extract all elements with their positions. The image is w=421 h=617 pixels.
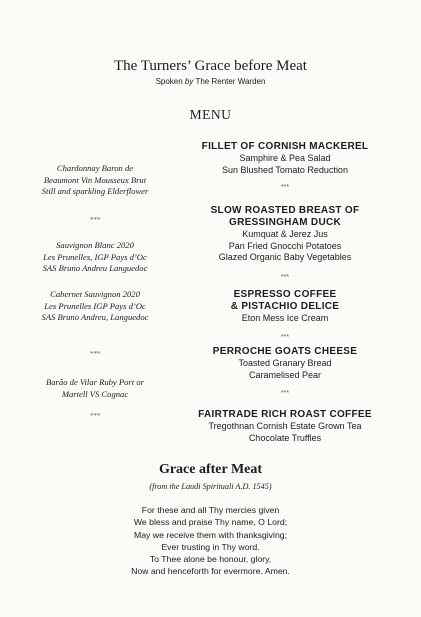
grace-line: To Thee alone be honour, glory, <box>149 554 272 565</box>
grace-line: We bless and praise Thy name, O Lord; <box>133 517 288 528</box>
grace-line: May we receive them with thanksgiving; <box>133 529 288 540</box>
wine-pairing-4: Barão de Vilar Ruby Port or Martell VS Cognac <box>46 377 144 399</box>
separator: *** <box>280 334 290 341</box>
grace-line: For these and all Thy mercies given <box>141 505 280 515</box>
course-main: SLOW ROASTED BREAST OF GRESSINGHAM DUCK Kumquat & Jerez Jus Pan Fried Gnocchi Potatoes Glazed Organic Baby Vegetables <box>210 205 360 262</box>
grace-before-meat-title: The Turners’ Grace before Meat <box>114 58 307 74</box>
grace-line: Now and henceforth for evermore. Amen. <box>131 566 290 577</box>
menu-heading: MENU <box>189 107 232 122</box>
separator: *** <box>280 390 290 397</box>
course-dessert: ESPRESSO COFFEE & PISTACHIO DELICE Eton Mess Ice Cream <box>230 289 340 323</box>
separator: *** <box>280 184 290 191</box>
wine-pairing-3: Cabernet Sauvignon 2020 Les Prunelles IGP Pays d’Oc SAS Bruno Andreu, Languedoc <box>41 289 149 323</box>
course-coffee: FAIRTRADE RICH ROAST COFFEE Tregothnan Cornish Estate Grown Tea Chocolate Truffles <box>198 409 372 443</box>
separator: *** <box>280 274 290 281</box>
wine-pairing-1: Chardonnay Baron de Beaumont Vin Mousseux Brut Still and sparkling Elderflower <box>41 163 149 197</box>
grace-speaker: Spoken by The Renter Warden <box>155 77 266 86</box>
separator: *** <box>89 412 101 420</box>
grace-after-meat-source: (from the Laudi Spirituali A.D. 1545) <box>149 482 272 491</box>
grace-line: Ever trusting in Thy word. <box>161 541 260 552</box>
separator: *** <box>89 350 101 358</box>
grace-after-meat-title: Grace after Meat <box>158 462 263 477</box>
grace-after-meat-text <box>0 504 421 578</box>
wine-pairing-2: Sauvignon Blanc 2020 Les Prunelles, IGP Pays d’Oc SAS Bruno Andreu Languedoc <box>42 240 148 274</box>
separator: *** <box>89 216 101 224</box>
course-starter: FILLET OF CORNISH MACKEREL Samphire & Pea Salad Sun Blushed Tomato Reduction <box>201 141 369 175</box>
course-cheese: PERROCHE GOATS CHEESE Toasted Granary Bread Caramelised Pear <box>212 346 358 380</box>
